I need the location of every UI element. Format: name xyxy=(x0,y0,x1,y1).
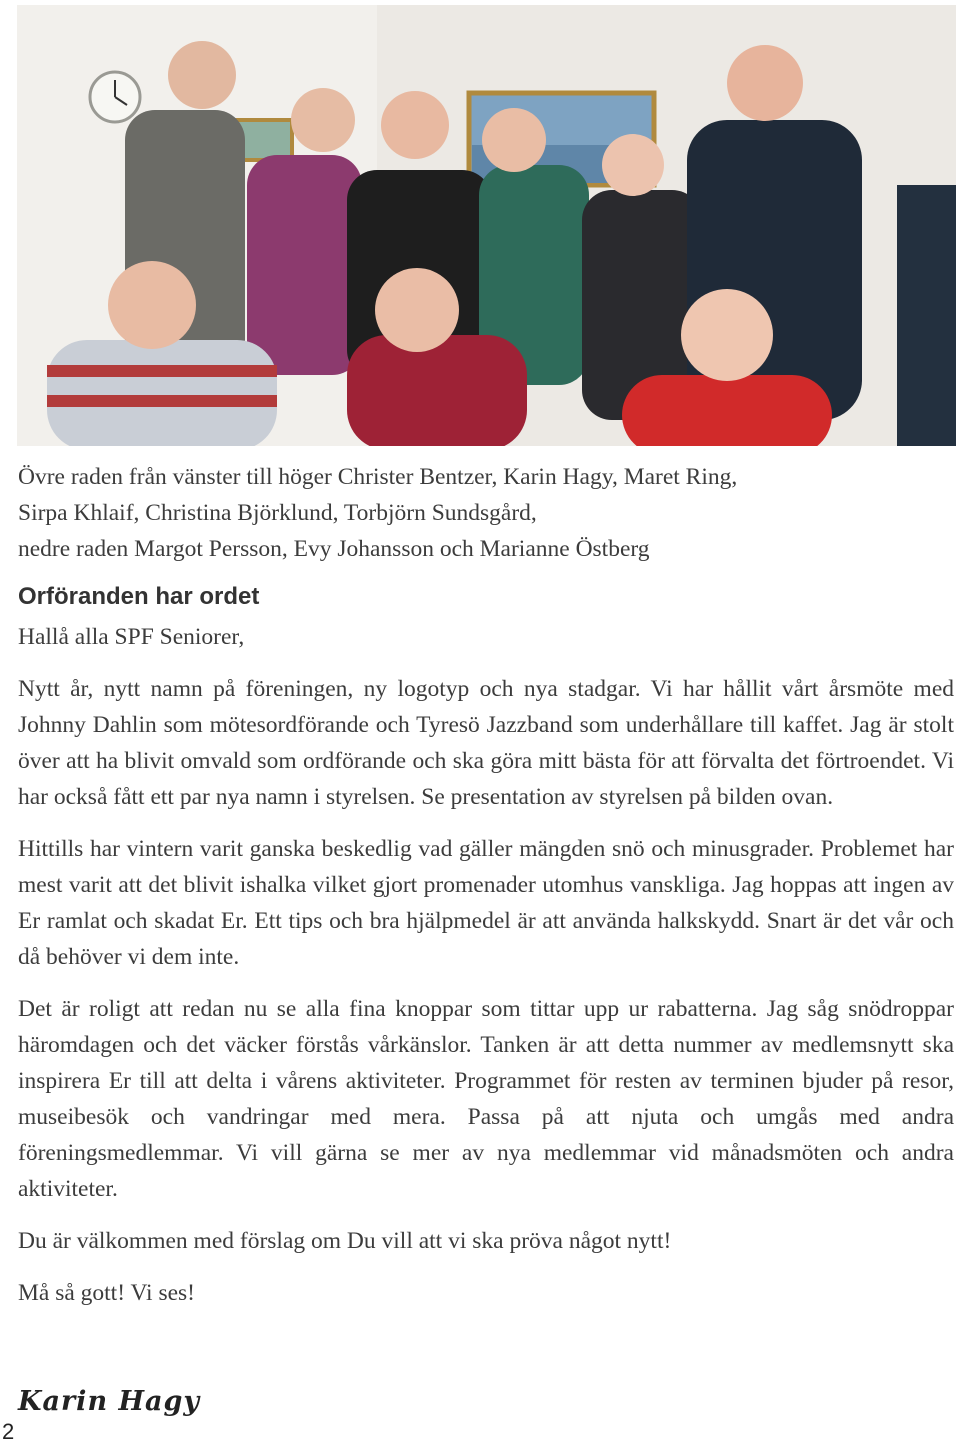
article-body xyxy=(18,459,954,1311)
caption-line: Övre raden från vänster till höger Christer Bentzer, Karin Hagy, Maret Ring, xyxy=(18,464,738,490)
paragraph: Må så gott! Vi ses! xyxy=(18,1280,195,1306)
photo-caption xyxy=(18,459,954,567)
page-number: 2 xyxy=(2,1419,15,1444)
greeting: Hallå alla SPF Seniorer, xyxy=(18,624,245,650)
group-photo-illustration xyxy=(17,5,956,446)
paragraph: Nytt år, nytt namn på föreningen, ny logotyp och nya stadgar. Vi har hållit vårt årsmöte med Johnny Dahlin som mötesordförande och Tyresö Jazzband som underhållare till kaffet. Jag är stolt över att ha blivit omvald som ordförande och ska göra mitt bästa för att förvalta det förtroendet. Vi har också fått ett par nya namn i styrelsen. Se presentation av styrelsen på bilden ovan. xyxy=(18,676,954,810)
paragraph: Hittills har vintern varit ganska beskedlig vad gäller mängden snö och minusgrader. Problemet har mest varit att det blivit ishalka vilket gjort promenader utomhus vanskliga. Jag hoppas att ingen av Er ramlat och skadat Er. Ett tips och bra hjälpmedel är att använda halkskydd. Snart är det vår och då behöver vi dem inte. xyxy=(18,836,954,970)
caption-line: Sirpa Khlaif, Christina Björklund, Torbjörn Sundsgård, xyxy=(18,500,537,526)
article-heading: Orföranden har ordet xyxy=(18,583,260,610)
paragraph: Du är välkommen med förslag om Du vill att vi ska pröva något nytt! xyxy=(18,1228,672,1254)
handwritten-signature: Karin Hagy xyxy=(18,1386,201,1417)
group-photo xyxy=(17,5,956,446)
paragraph: Det är roligt att redan nu se alla fina knoppar som tittar upp ur rabatterna. Jag såg snödroppar häromdagen och det väcker förstås vårkänslor. Tanken är att detta nummer av medlemsnytt ska inspirera Er till att delta i vårens aktiviteter. Programmet för resten av terminen bjuder på resor, museibesök och vandringar med mera. Passa på att njuta och umgås med andra föreningsmedlemmar. Vi vill gärna se mer av nya medlemmar vid månadsmöten och andra aktiviteter. xyxy=(18,996,954,1202)
caption-line: nedre raden Margot Persson, Evy Johansson och Marianne Östberg xyxy=(18,536,650,562)
